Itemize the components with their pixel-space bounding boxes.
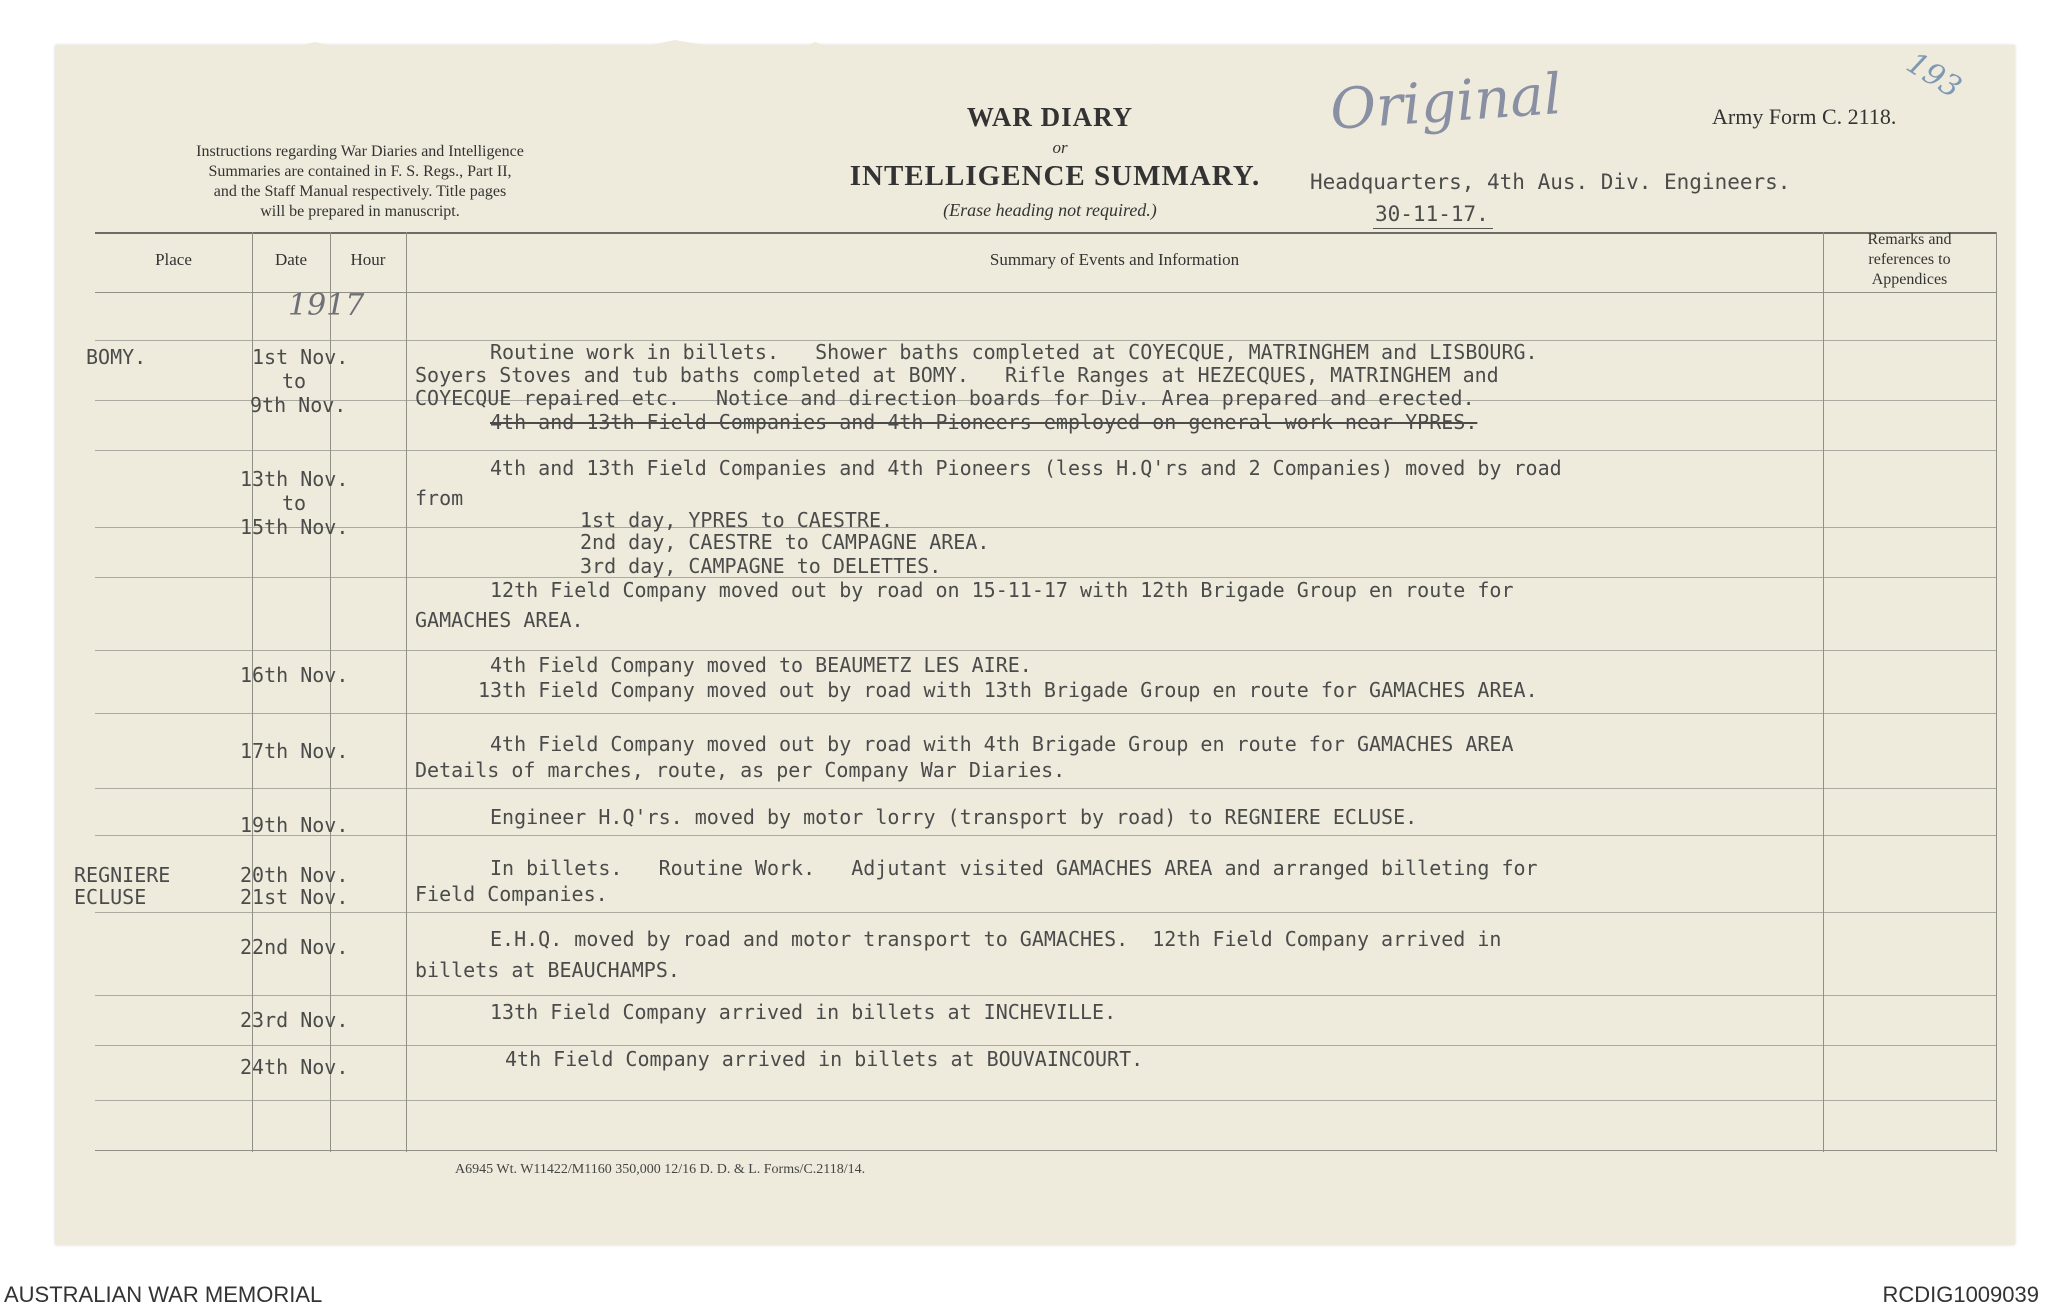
col-header-date: Date [274, 250, 308, 269]
entry-line: 12th Field Company moved out by road on 15-11-17 with 12th Brigade Group en route for [490, 578, 1514, 602]
col-divider-right [1996, 232, 1997, 1152]
title-intelligence-summary: INTELLIGENCE SUMMARY. [849, 160, 1261, 192]
entry-line: 4th Field Company moved out by road with 4th Brigade Group en route for GAMACHES AREA [490, 732, 1514, 756]
place-regniere-2: ECLUSE [74, 885, 147, 909]
col-divider-hour [406, 232, 407, 1152]
entry-line: Soyers Stoves and tub baths completed at BOMY. Rifle Ranges at HEZECQUES, MATRINGHEM and [415, 363, 1499, 387]
header-bottom-rule [95, 292, 1997, 293]
entry-line: E.H.Q. moved by road and motor transport to GAMACHES. 12th Field Company arrived in [490, 927, 1502, 951]
ruled-line [95, 1045, 1997, 1046]
handwritten-original: Original [1328, 61, 1564, 144]
ruled-line [95, 650, 1997, 651]
erase-note: (Erase heading not required.) [943, 200, 1157, 220]
entry-line: GAMACHES AREA. [415, 608, 584, 632]
ruled-line [95, 1100, 1997, 1101]
remarks-line: Remarks and [1867, 231, 1952, 248]
col-header-hour: Hour [350, 250, 386, 269]
entry-line: COYECQUE repaired etc. Notice and direction boards for Div. Area prepared and erected. [415, 386, 1475, 410]
instructions-block [140, 142, 580, 222]
entry-line: 13th Field Company arrived in billets at INCHEVILLE. [490, 1000, 1117, 1024]
ruled-line [95, 788, 1997, 789]
entry-line: Routine work in billets. Shower baths completed at COYECQUE, MATRINGHEM and LISBOURG. [490, 340, 1538, 364]
entry-line: 3rd day, CAMPAGNE to DELETTES. [580, 554, 942, 578]
ruled-line [95, 713, 1997, 714]
entry-line: 13th Field Company moved out by road with 13th Brigade Group en route for GAMACHES AREA. [478, 678, 1538, 702]
instructions-line: Summaries are contained in F. S. Regs., Part II, [208, 163, 512, 180]
date-24th-nov: 24th Nov. [240, 1055, 349, 1079]
date-to: to [282, 491, 307, 515]
date-9th-nov: 9th Nov. [250, 393, 347, 417]
table-top-rule [95, 232, 1997, 234]
instructions-line: will be prepared in manuscript. [260, 203, 460, 220]
col-header-remarks [1823, 230, 1996, 290]
entry-line: billets at BEAUCHAMPS. [415, 958, 680, 982]
instructions-line: and the Staff Manual respectively. Title pages [213, 183, 507, 200]
printer-imprint: A6945 Wt. W11422/M1160 350,000 12/16 D. D. & L. Forms/C.2118/14. [455, 1162, 866, 1177]
date-16th-nov: 16th Nov. [240, 663, 349, 687]
table-bottom-rule [95, 1150, 1997, 1151]
instructions-line: Instructions regarding War Diaries and Intelligence [196, 143, 524, 160]
place-regniere-1: REGNIERE [74, 863, 171, 887]
date-21st-nov: 21st Nov. [240, 885, 349, 909]
entry-line: 4th and 13th Field Companies and 4th Pioneers (less H.Q'rs and 2 Companies) moved by road [490, 456, 1562, 480]
title-war-diary: WAR DIARY [966, 102, 1134, 132]
date-1st-nov: 1st Nov. [252, 345, 349, 369]
ruled-line [95, 527, 1997, 528]
date-19th-nov: 19th Nov. [240, 813, 349, 837]
entry-line: 2nd day, CAESTRE to CAMPAGNE AREA. [580, 530, 990, 554]
entry-line: 4th Field Company arrived in billets at BOUVAINCOURT. [505, 1047, 1144, 1071]
date-23rd-nov: 23rd Nov. [240, 1008, 349, 1032]
date-to: to [282, 369, 307, 393]
unit-date: 30-11-17. [1375, 202, 1489, 226]
entry-line-struck: 4th and 13th Field Companies and 4th Pioneers employed on general work near YPRES. [490, 410, 1478, 434]
ruled-line [95, 835, 1997, 836]
title-or: or [1052, 138, 1068, 157]
col-header-place: Place [155, 250, 192, 269]
remarks-line: references to [1868, 251, 1951, 268]
page-number: 193 [1900, 45, 1968, 106]
archive-credit: AUSTRALIAN WAR MEMORIAL [4, 1282, 323, 1307]
remarks-line: Appendices [1871, 271, 1948, 288]
date-20th-nov: 20th Nov. [240, 863, 349, 887]
archive-id: RCDIG1009039 [1882, 1282, 2039, 1307]
date-22nd-nov: 22nd Nov. [240, 935, 349, 959]
ruled-line [95, 450, 1997, 451]
col-header-summary: Summary of Events and Information [989, 250, 1240, 269]
col-divider-summary [1823, 232, 1824, 1152]
torn-edge [55, 20, 2015, 80]
unit-heading: Headquarters, 4th Aus. Div. Engineers. [1310, 170, 1791, 194]
entry-line: Engineer H.Q'rs. moved by motor lorry (transport by road) to REGNIERE ECLUSE. [490, 805, 1418, 829]
entry-line: 1st day, YPRES to CAESTRE. [580, 508, 894, 532]
ruled-line [95, 995, 1997, 996]
ruled-line [95, 912, 1997, 913]
entry-line: Details of marches, route, as per Company War Diaries. [415, 758, 1066, 782]
entry-line: from [415, 486, 464, 510]
place-bomy: BOMY. [86, 345, 147, 369]
entry-line: Field Companies. [415, 882, 608, 906]
date-17th-nov: 17th Nov. [240, 739, 349, 763]
entry-line: 4th Field Company moved to BEAUMETZ LES AIRE. [490, 653, 1032, 677]
date-15th-nov: 15th Nov. [240, 515, 349, 539]
army-form-label: Army Form C. 2118. [1712, 104, 1897, 129]
entry-line: In billets. Routine Work. Adjutant visited GAMACHES AREA and arranged billeting for [490, 856, 1538, 880]
unit-date-underline [1373, 228, 1493, 229]
date-13th-nov: 13th Nov. [240, 467, 349, 491]
year-note: 1917 [288, 288, 365, 323]
